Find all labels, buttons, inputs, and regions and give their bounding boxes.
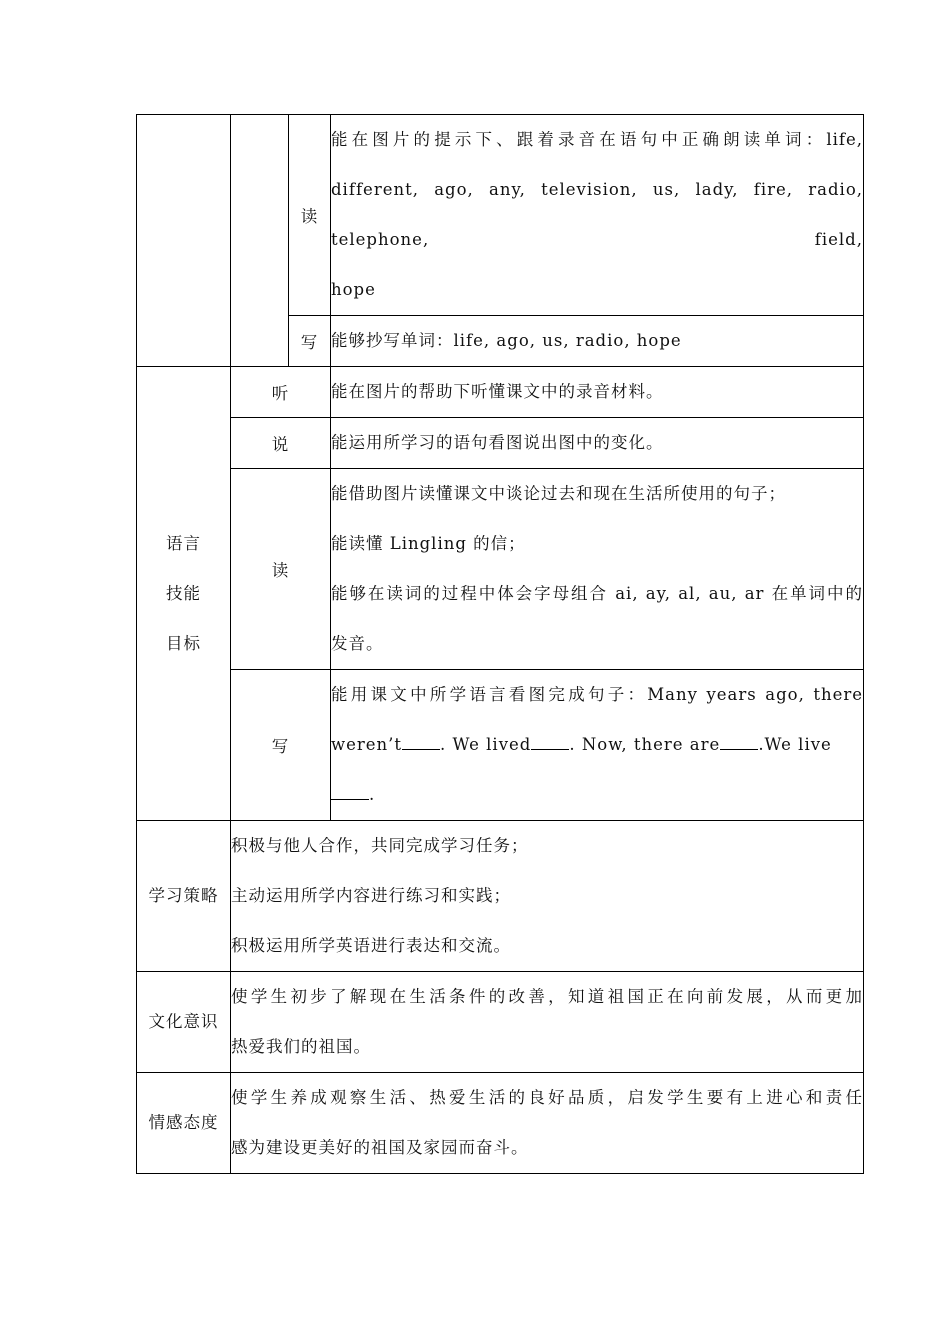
write-part-1: weren’t [331,735,403,754]
top-read-line-1: 能在图片的提示下、跟着录音在语句中正确朗读单词：life, [331,130,863,149]
empty-cell-left [137,115,231,367]
listen-text: 能在图片的帮助下听懂课文中的录音材料。 [331,367,864,418]
top-read-text [331,115,864,316]
top-write-label: 写 [289,316,331,367]
fill-blank-1 [402,735,440,750]
write-part-3: . Now, there are [569,735,721,754]
write-part-2: . We lived [440,735,532,754]
write-text [331,670,864,821]
culture-line-1: 使学生初步了解现在生活条件的改善，知道祖国正在向前发展，从而更加 [231,987,863,1006]
strategy-text [231,821,864,972]
read-label: 读 [231,469,331,670]
attitude-line-1: 使学生养成观察生活、热爱生活的良好品质，启发学生要有上进心和责任 [231,1088,863,1107]
row-speak [137,418,864,469]
culture-text [231,972,864,1073]
attitude-line-2: 感为建设更美好的祖国及家园而奋斗。 [231,1138,529,1157]
strategy-line-1: 积极与他人合作，共同完成学习任务； [231,836,529,855]
row-attitude [137,1073,864,1174]
write-part-5: . [369,785,376,804]
row-top-read [137,115,864,316]
row-culture [137,972,864,1073]
strategy-line-3: 积极运用所学英语进行表达和交流。 [231,936,511,955]
write-label: 写 [231,670,331,821]
language-skills-label-2: 技能 [166,583,201,603]
write-part-4: .We live [758,735,832,754]
read-line-3: 能够在读词的过程中体会字母组合 ai, ay, al, au, ar 在单词中的 [331,584,863,603]
row-read [137,469,864,670]
culture-label: 文化意识 [137,972,231,1073]
attitude-text [231,1073,864,1174]
read-text [331,469,864,670]
strategy-line-2: 主动运用所学内容进行练习和实践； [231,886,511,905]
fill-blank-2 [531,735,569,750]
write-line-2 [331,720,863,820]
speak-text: 能运用所学习的语句看图说出图中的变化。 [331,418,864,469]
speak-label: 说 [231,418,331,469]
row-write [137,670,864,821]
write-line-1: 能用课文中所学语言看图完成句子：Many years ago, there [331,685,863,704]
attitude-label: 情感态度 [137,1073,231,1174]
top-read-label: 读 [289,115,331,316]
top-read-line-2: different, ago, any, television, us, lady, fire, radio, telephone, field, [331,180,863,249]
read-line-1: 能借助图片读懂课文中谈论过去和现在生活所使用的句子； [331,484,786,503]
listen-label: 听 [231,367,331,418]
top-read-line-3: hope [331,280,376,299]
empty-cell-middle [231,115,289,367]
culture-line-2: 热爱我们的祖国。 [231,1037,371,1056]
top-write-text: 能够抄写单词：life, ago, us, radio, hope [331,316,864,367]
teaching-objectives-table [136,114,864,1174]
row-strategy [137,821,864,972]
read-line-4: 发音。 [331,634,384,653]
language-skills-label-1: 语言 [166,533,201,553]
read-line-2: 能读懂 Lingling 的信； [331,534,526,553]
row-listen [137,367,864,418]
language-skills-label [137,367,231,821]
language-skills-label-3: 目标 [166,633,201,653]
strategy-label: 学习策略 [137,821,231,972]
fill-blank-3 [720,735,758,750]
fill-blank-4 [331,785,369,800]
